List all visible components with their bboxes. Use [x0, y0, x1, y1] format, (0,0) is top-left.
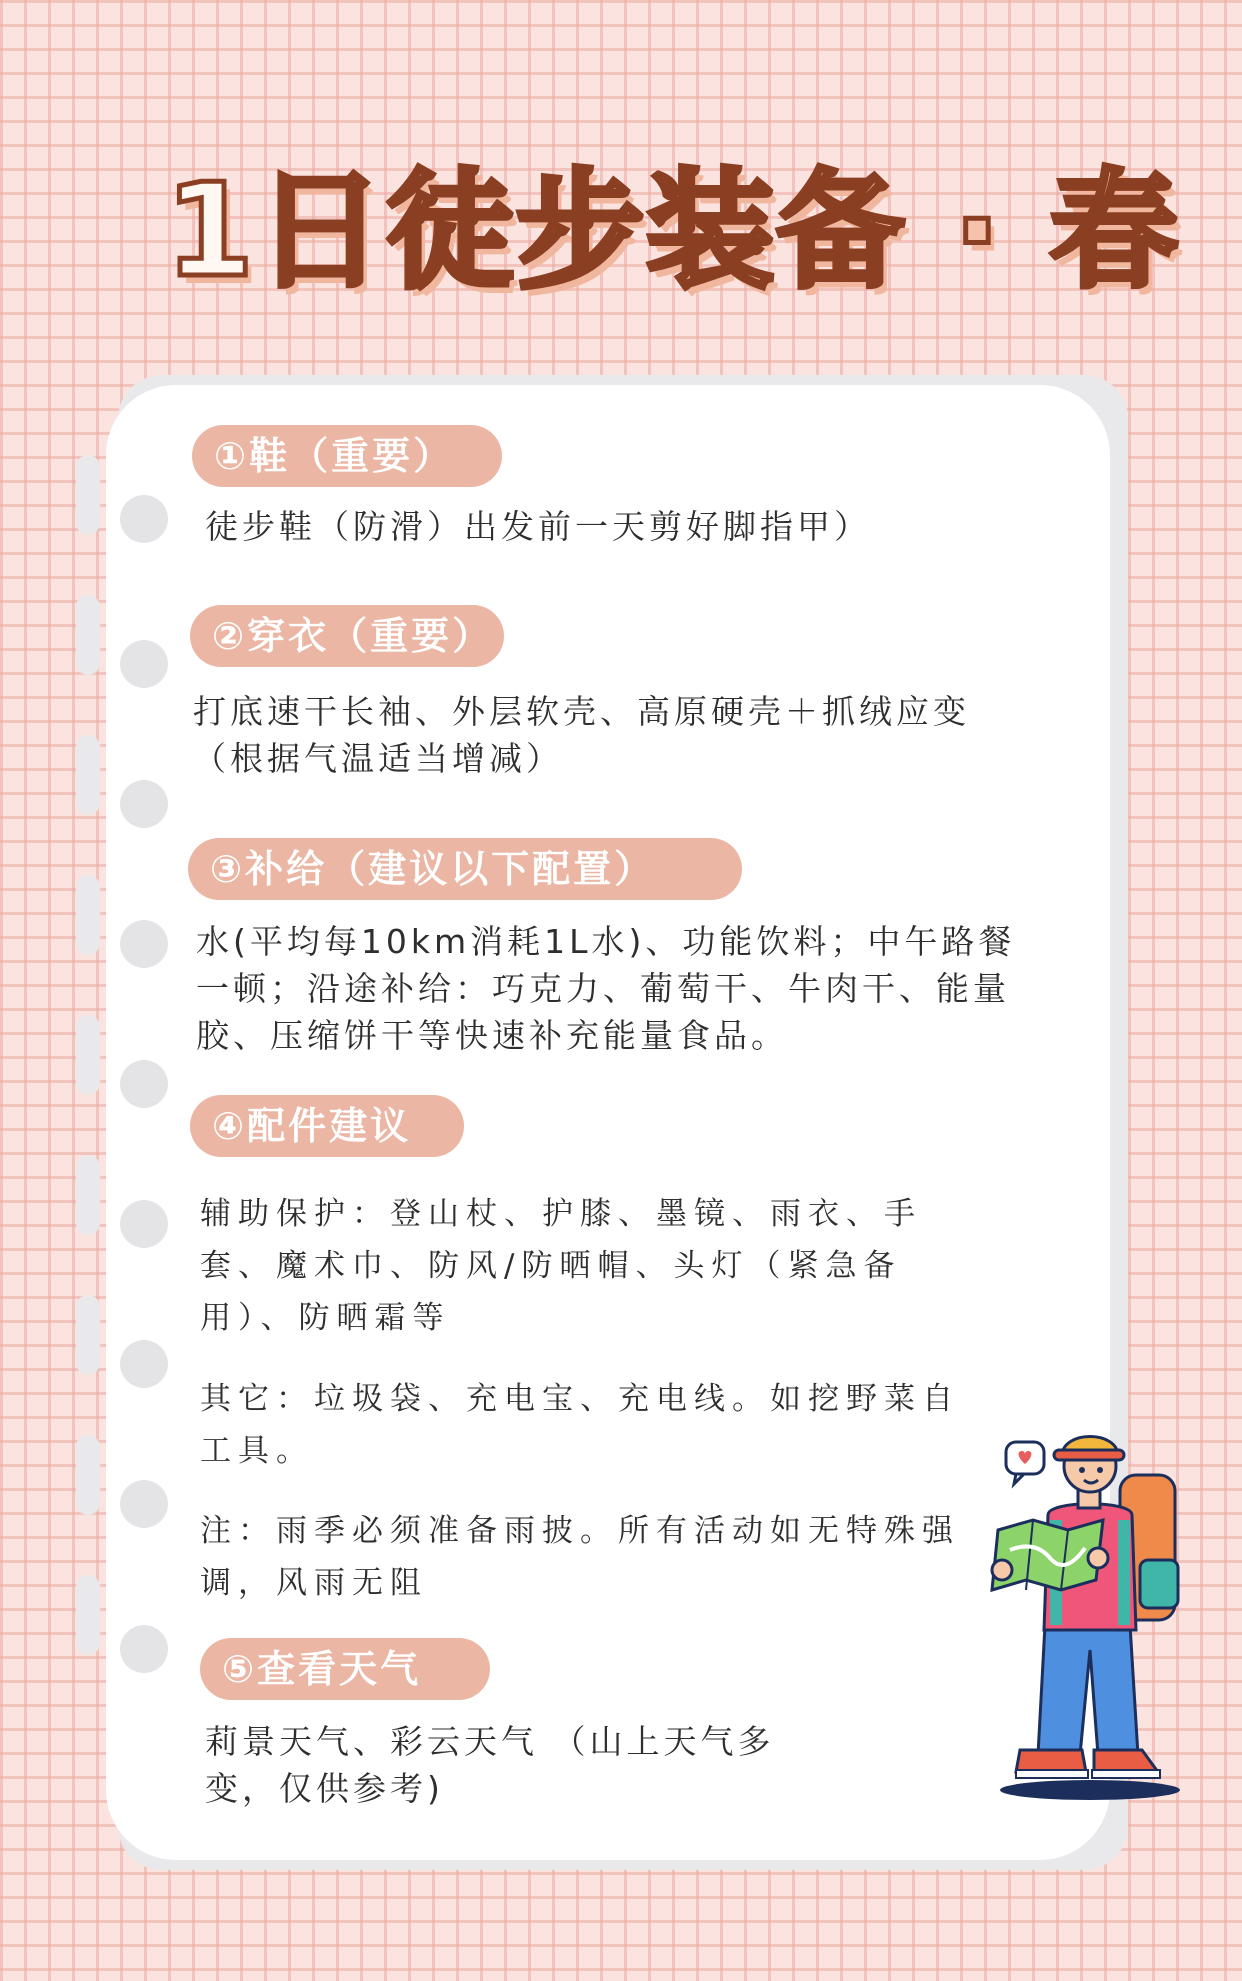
binder-ring [120, 495, 168, 543]
section-heading-accessories: ④配件建议 [190, 1095, 464, 1157]
body-line: 打底速干长袖、外层软壳、高原硬壳＋抓绒应变 [193, 692, 970, 731]
binder-ring [120, 1200, 168, 1248]
body-line: 徒步鞋（防滑）出发前一天剪好脚指甲） [205, 507, 871, 546]
ring-tab [76, 1015, 100, 1095]
body-line: 其它：垃圾袋、充电宝、充电线。如挖野菜自 [200, 1381, 960, 1417]
section-body-clothing [193, 688, 970, 782]
section-body-accessories-other [200, 1373, 960, 1477]
binder-ring [120, 640, 168, 688]
body-line: 胶、压缩饼干等快速补充能量食品。 [196, 1016, 788, 1055]
body-line: （根据气温适当增减） [193, 739, 563, 778]
section-body-weather [205, 1718, 775, 1812]
page-title [165, 128, 1180, 312]
body-line: 套、魔术巾、防风/防晒帽、头灯（紧急备 [200, 1248, 902, 1284]
body-line: 工具。 [200, 1433, 314, 1469]
ring-tab [76, 595, 100, 675]
binder-ring [120, 1625, 168, 1673]
section-heading-supplies: ③补给（建议以下配置） [188, 838, 742, 900]
section-heading-clothing: ②穿衣（重要） [190, 605, 504, 667]
body-line: 调，风雨无阻 [200, 1565, 428, 1601]
body-line: 莉景天气、彩云天气 （山上天气多 [205, 1722, 775, 1761]
section-body-accessories-protection [200, 1188, 922, 1344]
ring-tab [76, 1155, 100, 1235]
binder-ring [120, 920, 168, 968]
page-title-tail: 装备 · 春 [646, 157, 1180, 306]
ring-tab [76, 735, 100, 815]
section-body-accessories-note [200, 1505, 960, 1609]
body-line: 水(平均每10km消耗1L水)、功能饮料；中午路餐 [196, 922, 1016, 961]
body-line: 用）、防晒霜等 [200, 1300, 451, 1336]
hiker-illustration [990, 1420, 1190, 1810]
ring-tab [76, 1295, 100, 1375]
ring-tab [76, 455, 100, 535]
ring-tab [76, 1435, 100, 1515]
binder-ring [120, 780, 168, 828]
body-line: 一顿；沿途补给：巧克力、葡萄干、牛肉干、能量 [196, 969, 1010, 1008]
section-heading-weather: ⑤查看天气 [200, 1638, 490, 1700]
binder-ring [120, 1480, 168, 1528]
body-line: 注：雨季必须准备雨披。所有活动如无特殊强 [200, 1513, 960, 1549]
body-line: 变，仅供参考) [205, 1769, 444, 1808]
binder-ring [120, 1340, 168, 1388]
section-body-supplies [196, 918, 1015, 1059]
ring-tab [76, 1575, 100, 1655]
page-title-lead: 1日徒步 [165, 157, 647, 306]
section-heading-shoes: ①鞋（重要） [192, 425, 502, 487]
body-line: 辅助保护：登山杖、护膝、墨镜、雨衣、手 [200, 1196, 922, 1232]
ring-tab [76, 875, 100, 955]
section-body-shoes [205, 503, 871, 550]
binder-ring [120, 1060, 168, 1108]
page-title-banner [0, 118, 1242, 306]
